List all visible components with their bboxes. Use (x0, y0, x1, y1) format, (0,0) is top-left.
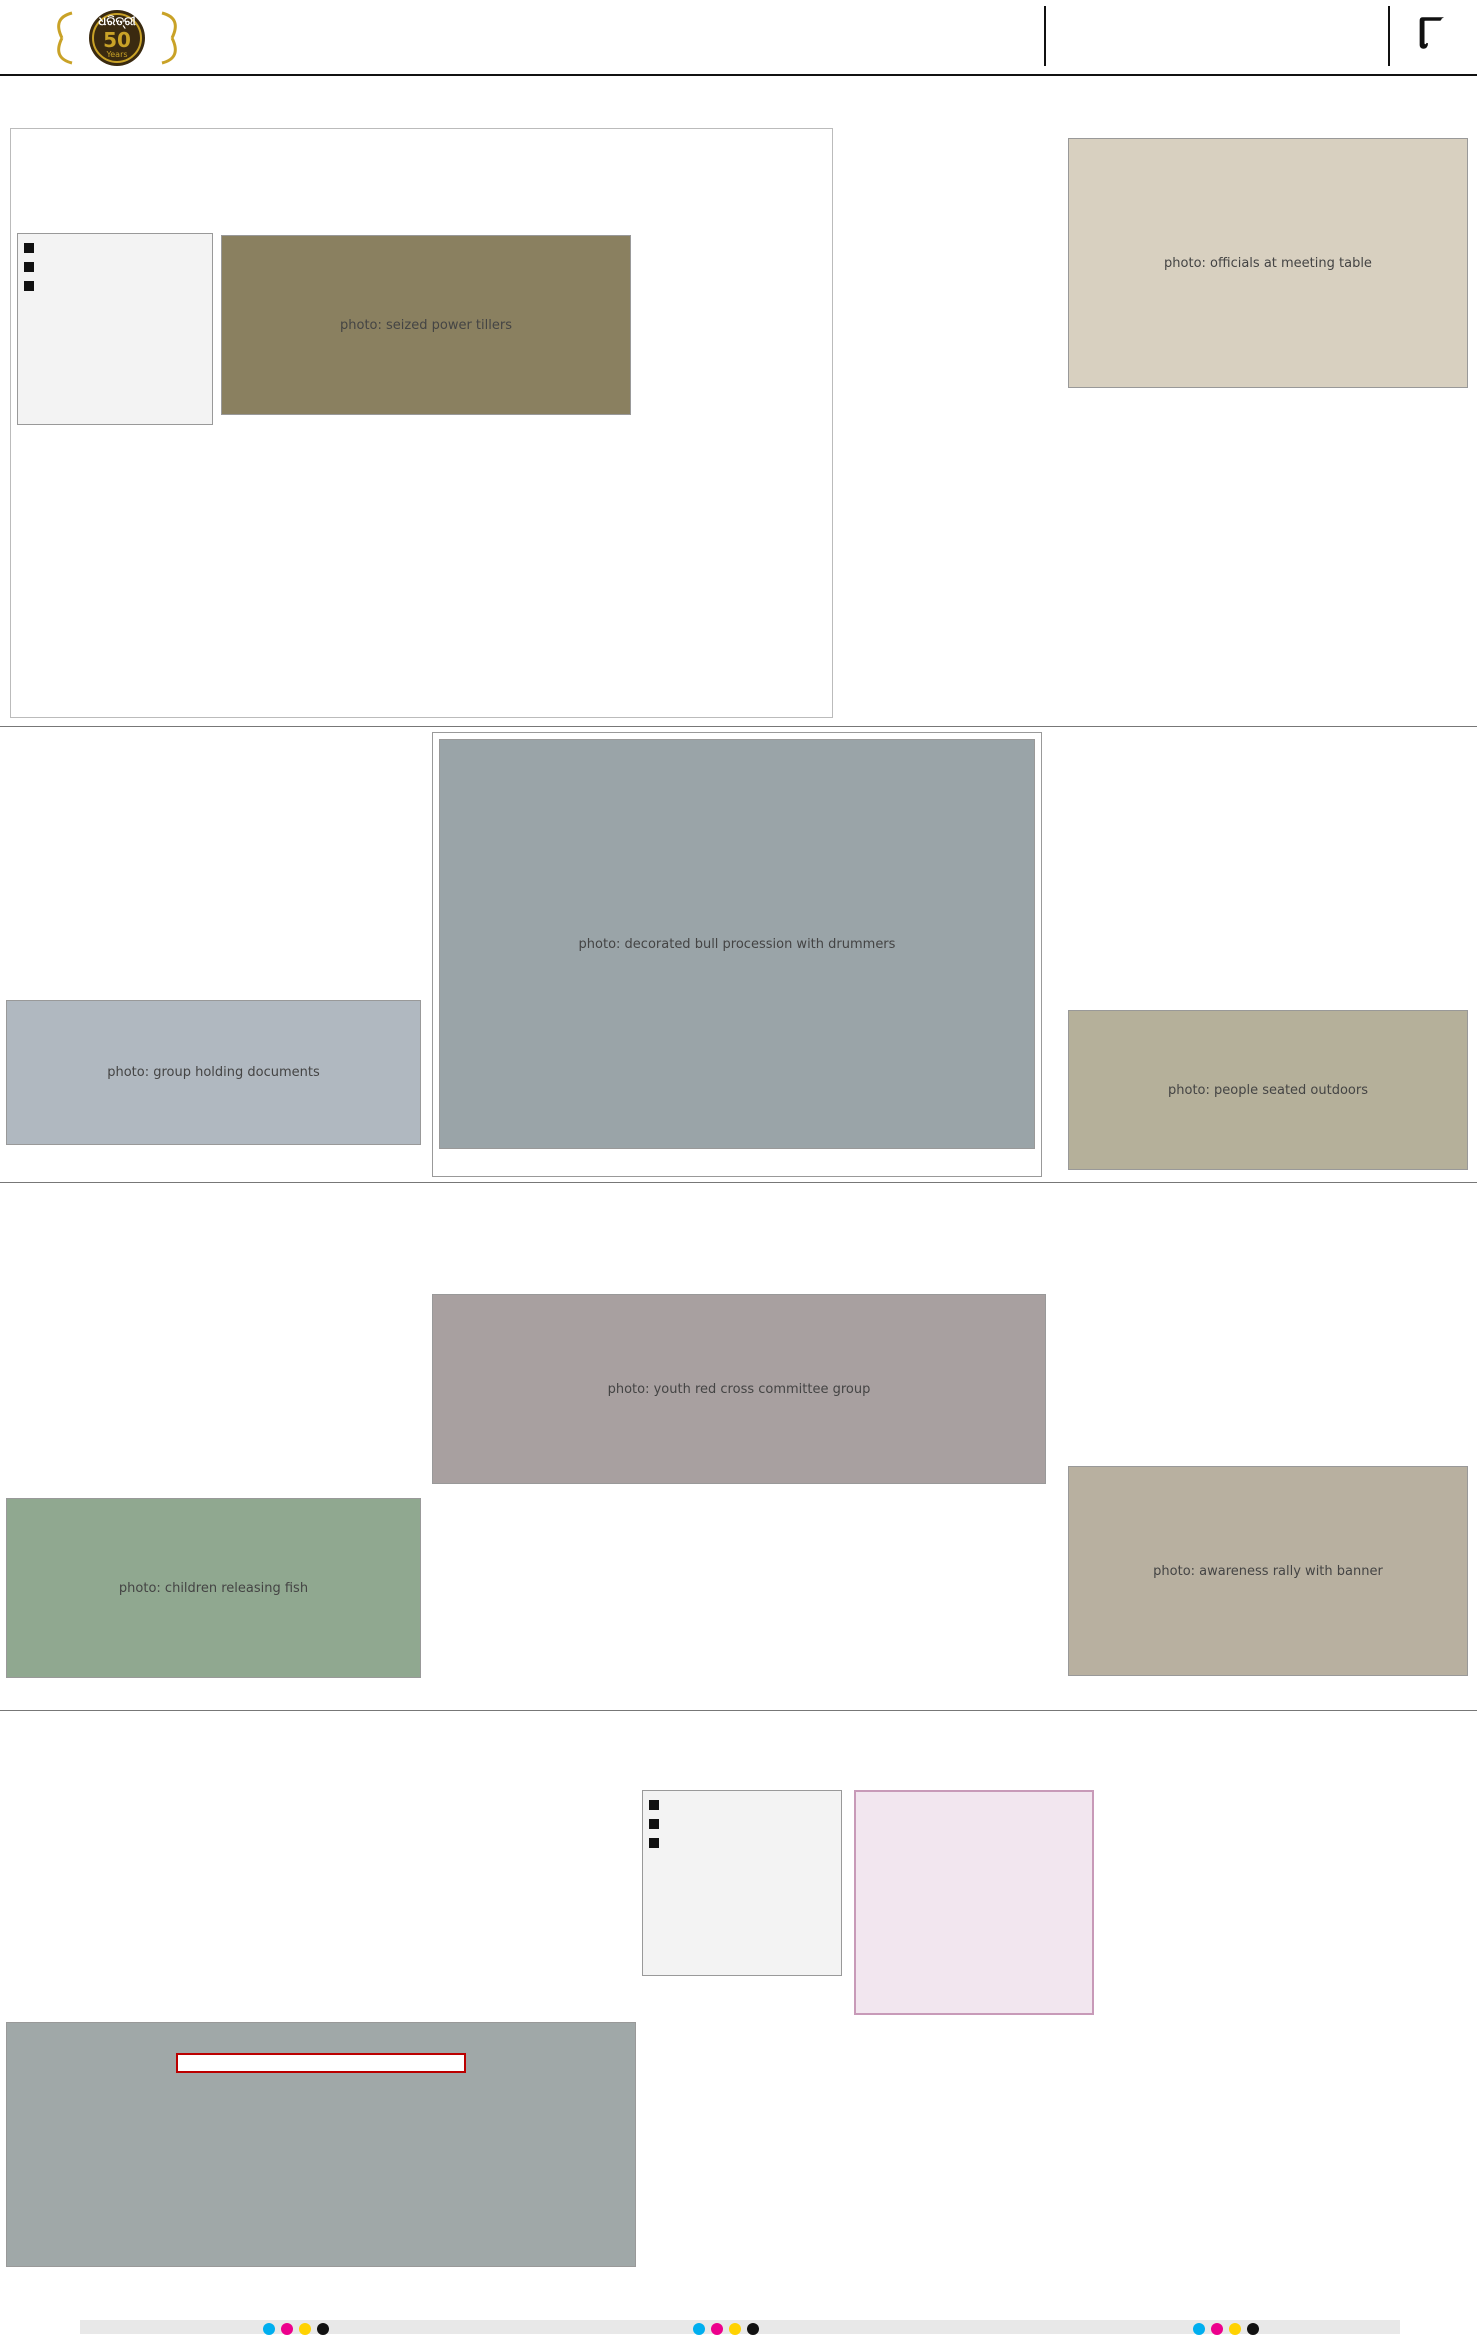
cmyk-magenta-dot (711, 2323, 723, 2335)
story-6-text (1068, 806, 1468, 1004)
anniversary-logo (42, 8, 192, 68)
story-1-bullet (24, 240, 206, 253)
story-11-bullet (649, 1816, 835, 1829)
logo-years-number: 50 (103, 28, 131, 52)
color-dots (260, 2320, 332, 2339)
story-1-photo: photo: seized power tillers (221, 235, 631, 415)
story-11 (642, 1714, 1472, 2304)
story-11-bullet-box (642, 1790, 842, 1976)
story-7-text (6, 1260, 426, 1494)
cmyk-black-dot (747, 2323, 759, 2335)
footer-registration-marks (0, 2310, 1477, 2339)
cmyk-black-dot (1247, 2323, 1259, 2335)
cmyk-magenta-dot (1211, 2323, 1223, 2335)
story-1-bullet (24, 259, 206, 272)
section-rule-3 (0, 1710, 1477, 1711)
story-2 (842, 80, 1050, 720)
cmyk-magenta-dot (281, 2323, 293, 2335)
cmyk-cyan-dot (1193, 2323, 1205, 2335)
story-11-text (1102, 1790, 1472, 2300)
cmyk-black-dot (317, 2323, 329, 2335)
story-1-bullet (24, 278, 206, 291)
masthead-divider (1044, 6, 1046, 66)
story-3-photo: photo: officials at meeting table (1068, 138, 1468, 388)
page-number: ୮ (1417, 4, 1445, 60)
story-11-bullet (649, 1797, 835, 1810)
story-3-text (1068, 430, 1468, 718)
story-10-banner (176, 2053, 466, 2073)
story-9 (1060, 1186, 1470, 1706)
story-8-photo: photo: youth red cross committee group (432, 1294, 1046, 1484)
story-3 (1060, 80, 1470, 720)
story-4-photo: photo: group holding documents (6, 1000, 421, 1145)
story-6-photo: photo: people seated outdoors (1068, 1010, 1468, 1170)
color-dots (1190, 2320, 1262, 2339)
story-11-bullet (649, 1835, 835, 1848)
cmyk-cyan-dot (263, 2323, 275, 2335)
top-ticker (530, 4, 1040, 68)
story-7 (6, 1186, 426, 1706)
story-11-ticket-photo (854, 1790, 1094, 2015)
cmyk-yellow-dot (299, 2323, 311, 2335)
logo-wordmark: ଧରିତ୍ରୀ (98, 14, 136, 28)
section-rule-2 (0, 1182, 1477, 1183)
story-9-text (1068, 1260, 1468, 1462)
masthead (0, 0, 1477, 72)
story-7-photo: photo: children releasing fish (6, 1498, 421, 1678)
dateline (208, 10, 408, 14)
story-1-text (17, 455, 825, 715)
masthead-rule (0, 74, 1477, 76)
story-9-photo: photo: awareness rally with banner (1068, 1466, 1468, 1676)
story-8-text (432, 1528, 1046, 1704)
story-1 (10, 128, 833, 718)
story-5 (432, 732, 1042, 1177)
section-rule-1 (0, 726, 1477, 727)
story-8 (432, 1186, 1052, 1706)
cmyk-cyan-dot (693, 2323, 705, 2335)
story-5-photo: photo: decorated bull procession with drummers (439, 739, 1035, 1149)
story-10-photo (6, 2022, 636, 2267)
color-dots (690, 2320, 762, 2339)
cmyk-yellow-dot (729, 2323, 741, 2335)
story-11-ticket-text (968, 1897, 980, 1909)
story-10 (6, 1714, 636, 2304)
story-6 (1060, 730, 1470, 1175)
story-10-text (6, 1810, 636, 2018)
story-2-text (842, 210, 1050, 718)
page-number-divider (1388, 6, 1390, 66)
story-1-bullet-box (17, 233, 213, 425)
story-4 (6, 730, 426, 1175)
cmyk-yellow-dot (1229, 2323, 1241, 2335)
logo-years-label: Years (106, 50, 128, 59)
